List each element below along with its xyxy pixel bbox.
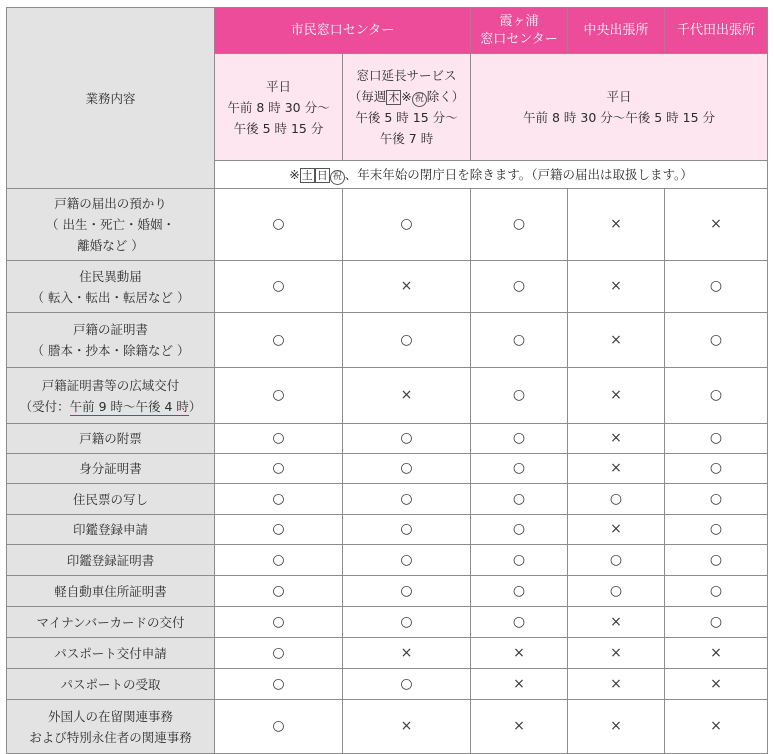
available-mark: ○: [215, 576, 343, 607]
available-mark: ○: [471, 484, 568, 515]
available-mark: ○: [215, 638, 343, 669]
unavailable-mark: ×: [568, 189, 665, 261]
unavailable-mark: ×: [568, 638, 665, 669]
available-mark: ○: [471, 368, 568, 424]
available-mark: ○: [471, 424, 568, 454]
table-row: [7, 189, 768, 261]
task-name: 住民票の写し: [7, 484, 215, 515]
task-name: 戸籍の届出の預かり （ 出生・死亡・婚姻・ 離婚など ）: [7, 189, 215, 261]
table-row: [7, 576, 768, 607]
available-mark: ○: [215, 424, 343, 454]
available-mark: ○: [471, 313, 568, 368]
available-mark: ○: [665, 545, 768, 576]
available-mark: ○: [665, 607, 768, 638]
table-row: [7, 607, 768, 638]
task-name: 戸籍証明書等の広域交付 （受付：午前 9 時～午後 4 時）: [7, 368, 215, 424]
available-mark: ○: [215, 545, 343, 576]
available-mark: ○: [568, 545, 665, 576]
available-mark: ○: [471, 576, 568, 607]
available-mark: ○: [343, 576, 471, 607]
table-row: [7, 669, 768, 700]
available-mark: ○: [665, 454, 768, 484]
available-mark: ○: [471, 189, 568, 261]
task-name: 印鑑登録証明書: [7, 545, 215, 576]
task-name: 軽自動車住所証明書: [7, 576, 215, 607]
office-shimin: 市民窓口センター: [215, 8, 471, 54]
available-mark: ○: [343, 515, 471, 545]
table-row: [7, 424, 768, 454]
available-mark: ○: [471, 261, 568, 313]
unavailable-mark: ×: [343, 261, 471, 313]
unavailable-mark: ×: [343, 368, 471, 424]
unavailable-mark: ×: [568, 368, 665, 424]
task-name: パスポート交付申請: [7, 638, 215, 669]
task-name: 戸籍の証明書 （ 謄本・抄本・除籍など ）: [7, 313, 215, 368]
available-mark: ○: [215, 368, 343, 424]
unavailable-mark: ×: [471, 638, 568, 669]
available-mark: ○: [471, 515, 568, 545]
thursday-box: 木: [388, 91, 400, 104]
unavailable-mark: ×: [665, 669, 768, 700]
unavailable-mark: ×: [665, 638, 768, 669]
available-mark: ○: [215, 261, 343, 313]
available-mark: ○: [215, 484, 343, 515]
unavailable-mark: ×: [568, 261, 665, 313]
available-mark: ○: [215, 515, 343, 545]
holiday-circle: 祝: [412, 92, 427, 107]
closure-note: ※ 土 日 祝 、年末年始の閉庁日を除きます。（戸籍の届出は取扱します。）: [215, 161, 768, 189]
available-mark: ○: [471, 607, 568, 638]
unavailable-mark: ×: [568, 515, 665, 545]
unavailable-mark: ×: [568, 700, 665, 754]
unavailable-mark: ×: [343, 638, 471, 669]
office-chuo: 中央出張所: [568, 8, 665, 54]
available-mark: ○: [343, 484, 471, 515]
table-row: [7, 368, 768, 424]
table-row: [7, 484, 768, 515]
table-row: [7, 700, 768, 754]
unavailable-mark: ×: [568, 424, 665, 454]
task-name: 外国人の在留関連事務 および特別永住者の関連事務: [7, 700, 215, 754]
task-name: マイナンバーカードの交付: [7, 607, 215, 638]
available-mark: ○: [568, 576, 665, 607]
table-row: [7, 545, 768, 576]
available-mark: ○: [343, 424, 471, 454]
hours-others: 平日 午前 8 時 30 分～午後 5 時 15 分: [471, 54, 768, 161]
hours-extended: 窓口延長サービス （毎週 木 ※ 祝 除く） 午後 5 時 15 分～ 午後 7 時: [343, 54, 471, 161]
office-kasumigaura: 霞ヶ浦 窓口センター: [471, 8, 568, 54]
unavailable-mark: ×: [568, 454, 665, 484]
table-row: [7, 313, 768, 368]
available-mark: ○: [215, 700, 343, 754]
available-mark: ○: [471, 454, 568, 484]
available-mark: ○: [215, 313, 343, 368]
unavailable-mark: ×: [343, 700, 471, 754]
table-row: [7, 454, 768, 484]
task-name: 身分証明書: [7, 454, 215, 484]
available-mark: ○: [665, 576, 768, 607]
available-mark: ○: [343, 313, 471, 368]
unavailable-mark: ×: [471, 669, 568, 700]
available-mark: ○: [665, 484, 768, 515]
unavailable-mark: ×: [471, 700, 568, 754]
task-name: パスポートの受取: [7, 669, 215, 700]
unavailable-mark: ×: [665, 189, 768, 261]
available-mark: ○: [343, 189, 471, 261]
task-name: 住民異動届 （ 転入・転出・転居など ）: [7, 261, 215, 313]
office-chiyoda: 千代田出張所: [665, 8, 768, 54]
available-mark: ○: [343, 669, 471, 700]
available-mark: ○: [665, 313, 768, 368]
unavailable-mark: ×: [568, 669, 665, 700]
unavailable-mark: ×: [568, 313, 665, 368]
hours-weekday: 平日 午前 8 時 30 分～ 午後 5 時 15 分: [215, 54, 343, 161]
services-table: [6, 7, 768, 754]
available-mark: ○: [471, 545, 568, 576]
available-mark: ○: [343, 545, 471, 576]
available-mark: ○: [665, 261, 768, 313]
table-row: [7, 261, 768, 313]
available-mark: ○: [568, 484, 665, 515]
available-mark: ○: [215, 607, 343, 638]
available-mark: ○: [215, 189, 343, 261]
available-mark: ○: [665, 515, 768, 545]
unavailable-mark: ×: [665, 700, 768, 754]
table-row: [7, 638, 768, 669]
available-mark: ○: [215, 454, 343, 484]
available-mark: ○: [665, 424, 768, 454]
task-name: 印鑑登録申請: [7, 515, 215, 545]
table-row: [7, 515, 768, 545]
task-name: 戸籍の附票: [7, 424, 215, 454]
available-mark: ○: [215, 669, 343, 700]
available-mark: ○: [343, 607, 471, 638]
task-header: 業務内容: [7, 8, 215, 189]
unavailable-mark: ×: [568, 607, 665, 638]
available-mark: ○: [343, 454, 471, 484]
available-mark: ○: [665, 368, 768, 424]
